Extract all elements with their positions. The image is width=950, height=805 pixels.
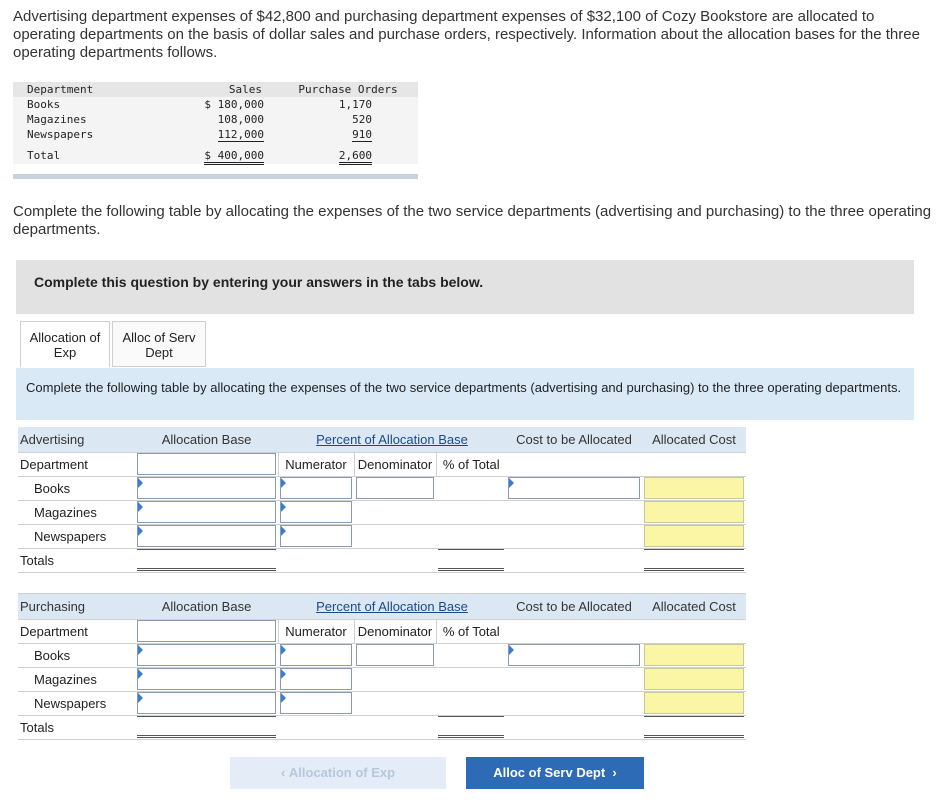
purchasing-table [18, 594, 746, 740]
prev-tab-button[interactable]: ‹ Allocation of Exp [230, 757, 446, 789]
col-allocated-cost: Allocated Cost [642, 427, 746, 452]
header-department: Department [13, 82, 158, 97]
col-allocated-cost: Allocated Cost [642, 594, 746, 619]
panel-instruction: Complete the following table by allocating the expenses of the two service departments (advertising and purchasing) to the three operating departments. [16, 368, 914, 420]
col-percent: Percent of Allocation Base [316, 431, 468, 447]
row-totals: Totals [20, 719, 54, 735]
total-allocated-cost [644, 716, 744, 738]
numerator-input[interactable] [280, 668, 352, 690]
sub-pct-total: % of Total [436, 452, 506, 476]
info-orders: 910 [352, 128, 372, 141]
col-cost-to-allocate: Cost to be Allocated [506, 427, 642, 452]
dept-books: Books [34, 647, 71, 663]
info-orders: 520 [352, 113, 372, 126]
advertising-table [18, 427, 746, 594]
info-total-label: Total [27, 149, 61, 162]
sub-numerator: Numerator [278, 619, 354, 643]
sub-denominator: Denominator [354, 619, 436, 643]
total-pct [438, 549, 504, 571]
col-allocation-base: Allocation Base [135, 594, 278, 619]
chevron-right-icon: › [605, 765, 617, 780]
header-purchase-orders: Purchase Orders [278, 82, 418, 97]
numerator-input[interactable] [280, 692, 352, 714]
allocation-base-input[interactable] [137, 453, 276, 475]
dept-newspapers: Newspapers [34, 695, 107, 711]
question-box-text: Complete this question by entering your answers in the tabs below. [34, 274, 484, 290]
section-title: Purchasing [18, 594, 135, 619]
info-orders: 1,170 [338, 98, 372, 111]
dept-magazines: Magazines [34, 671, 97, 687]
col-cost-to-allocate: Cost to be Allocated [506, 594, 642, 619]
allocation-base-input[interactable] [137, 525, 276, 547]
tab-allocation-of-exp[interactable]: Allocation of Exp [20, 321, 110, 367]
sub-pct-total: % of Total [436, 619, 506, 643]
dept-books: Books [34, 480, 71, 496]
numerator-input[interactable] [280, 501, 352, 523]
intro-text: Advertising department expenses of $42,800 and purchasing department expenses of $32,100 of Cozy Bookstore are allocated to operating departments on the basis of dollar sales and purchase orders, respectively. Information about the allocation bases for the three operating departments follows. [13, 8, 920, 61]
denominator-input[interactable] [356, 477, 434, 499]
allocation-base-input[interactable] [137, 692, 276, 714]
col-allocation-base: Allocation Base [135, 427, 278, 452]
dept-newspapers: Newspapers [34, 528, 107, 544]
allocation-base-input[interactable] [137, 620, 276, 642]
numerator-input[interactable] [280, 525, 352, 547]
row-totals: Totals [20, 552, 54, 568]
row-label-department: Department [20, 623, 88, 639]
numerator-input[interactable] [280, 477, 352, 499]
next-tab-button[interactable]: Alloc of Serv Dept › [466, 757, 644, 789]
info-sales: 112,000 [217, 128, 264, 141]
info-dept: Newspapers [27, 128, 94, 141]
allocation-base-input[interactable] [137, 477, 276, 499]
section-title: Advertising [18, 427, 135, 452]
total-allocation-base [137, 549, 276, 571]
allocation-info-table [13, 82, 418, 164]
info-divider [13, 174, 418, 179]
info-sales: 108,000 [217, 113, 264, 126]
sub-denominator: Denominator [354, 452, 436, 476]
dept-magazines: Magazines [34, 504, 97, 520]
allocated-cost-cell [644, 692, 744, 714]
allocation-base-input[interactable] [137, 501, 276, 523]
allocated-cost-cell [644, 477, 744, 499]
denominator-input[interactable] [356, 644, 434, 666]
total-allocation-base [137, 716, 276, 738]
question-box [16, 260, 914, 314]
info-total-sales: $ 400,000 [204, 149, 264, 165]
sub-numerator: Numerator [278, 452, 354, 476]
allocation-base-input[interactable] [137, 668, 276, 690]
info-total-orders: 2,600 [339, 149, 372, 165]
allocated-cost-cell [644, 644, 744, 666]
info-dept: Magazines [27, 113, 87, 126]
allocated-cost-cell [644, 525, 744, 547]
row-label-department: Department [20, 456, 88, 472]
numerator-input[interactable] [280, 644, 352, 666]
col-percent: Percent of Allocation Base [316, 598, 468, 614]
cost-to-allocate-input[interactable] [508, 644, 640, 666]
total-allocated-cost [644, 549, 744, 571]
info-dept: Books [27, 98, 61, 111]
info-sales: $ 180,000 [204, 98, 264, 111]
total-pct [438, 716, 504, 738]
tab-alloc-of-serv-dept[interactable]: Alloc of Serv Dept [112, 321, 206, 367]
allocation-base-input[interactable] [137, 644, 276, 666]
header-sales: Sales [158, 82, 278, 97]
cost-to-allocate-input[interactable] [508, 477, 640, 499]
allocated-cost-cell [644, 501, 744, 523]
instruction-text: Complete the following table by allocating the expenses of the two service departments (advertising and purchasing) to the three operating departments. [13, 203, 932, 238]
chevron-left-icon: ‹ [280, 765, 289, 780]
allocated-cost-cell [644, 668, 744, 690]
